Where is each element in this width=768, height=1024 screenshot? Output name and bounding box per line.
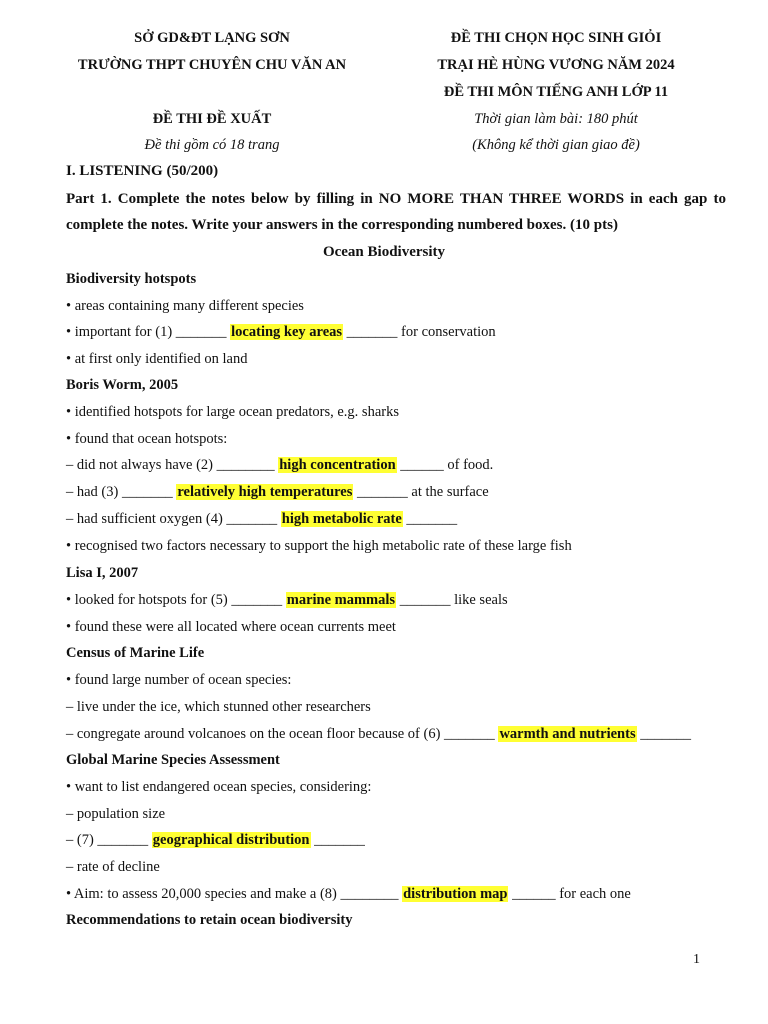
gap-prefix: • Aim: to assess 20,000 species and make a (8) ________ (66, 886, 403, 902)
gap-line-4 (66, 511, 457, 528)
heading-lisa: Lisa I, 2007 (66, 565, 139, 581)
answer-3: relatively high temperatures (177, 484, 353, 500)
gap-prefix: – had (3) _______ (66, 484, 177, 500)
gap-suffix: _______ (402, 511, 458, 527)
note-line: • at first only identified on land (66, 351, 248, 367)
page-number: 1 (693, 952, 700, 967)
gap-line-1 (66, 324, 496, 341)
notes-title: Ocean Biodiversity (322, 244, 446, 260)
answer-2: high concentration (279, 457, 396, 473)
heading-global-assessment: Global Marine Species Assessment (66, 752, 280, 768)
note-line: • want to list endangered ocean species, considering: (66, 779, 372, 795)
heading-boris-worm: Boris Worm, 2005 (66, 377, 179, 393)
note-line: • found these were all located where ocean currents meet (66, 619, 396, 635)
department-name: SỞ GD&ĐT LẠNG SƠN (134, 30, 290, 46)
part1-instructions: Part 1. Complete the notes below by filling in NO MORE THAN THREE WORDS in each gap to complete the notes. Write your answers in the corresponding numbered boxes. (10 pts) (66, 191, 726, 233)
note-line: • recognised two factors necessary to support the high metabolic rate of these large fish (66, 538, 572, 554)
time-note: (Không kể thời gian giao đề) (472, 137, 640, 153)
gap-prefix: – did not always have (2) ________ (66, 457, 279, 473)
gap-suffix: _______ at the surface (353, 484, 489, 500)
section-title: I. LISTENING (50/200) (66, 163, 219, 179)
gap-suffix: ______ for each one (508, 886, 631, 902)
gap-line-3 (66, 484, 489, 501)
answer-4: high metabolic rate (281, 511, 402, 527)
heading-recommendations: Recommendations to retain ocean biodiversity (66, 912, 353, 928)
camp-name: TRẠI HÈ HÙNG VƯƠNG NĂM 2024 (437, 57, 675, 73)
time-allowed: Thời gian làm bài: 180 phút (474, 111, 638, 127)
gap-line-2 (66, 457, 493, 474)
gap-line-8 (66, 886, 631, 903)
subject-title: ĐỀ THI MÔN TIẾNG ANH LỚP 11 (443, 84, 669, 100)
gap-suffix: _______ (636, 726, 691, 742)
answer-7: geographical distribution (152, 832, 310, 848)
heading-census: Census of Marine Life (66, 645, 205, 661)
exam-type: ĐỀ THI ĐỀ XUẤT (152, 111, 272, 127)
gap-prefix: – (7) _______ (66, 832, 152, 848)
school-name: TRƯỜNG THPT CHUYÊN CHU VĂN AN (77, 57, 347, 73)
gap-suffix: _______ (310, 832, 365, 848)
gap-prefix: • important for (1) _______ (66, 324, 231, 340)
note-line: • areas containing many different species (66, 298, 304, 314)
gap-line-7 (66, 832, 365, 849)
note-line: • found that ocean hotspots: (66, 431, 228, 447)
exam-title: ĐỀ THI CHỌN HỌC SINH GIỎI (450, 30, 662, 46)
gap-line-6 (66, 726, 691, 743)
note-line: • identified hotspots for large ocean predators, e.g. sharks (66, 404, 399, 420)
heading-biodiversity-hotspots: Biodiversity hotspots (66, 271, 197, 287)
gap-prefix: – had sufficient oxygen (4) _______ (66, 511, 281, 527)
page-count-note: Đề thi gồm có 18 trang (144, 137, 280, 153)
gap-line-5 (66, 592, 508, 609)
gap-suffix: _______ for conservation (343, 324, 496, 340)
note-line: • found large number of ocean species: (66, 672, 292, 688)
gap-prefix: – congregate around volcanoes on the ocean floor because of (6) _______ (66, 726, 499, 742)
answer-6: warmth and nutrients (499, 726, 636, 742)
gap-suffix: ______ of food. (396, 457, 494, 473)
answer-5: marine mammals (286, 592, 396, 608)
note-line: – rate of decline (66, 859, 160, 875)
answer-1: locating key areas (231, 324, 343, 340)
note-line: – live under the ice, which stunned other researchers (66, 699, 371, 715)
answer-8: distribution map (403, 886, 508, 902)
note-line: – population size (66, 806, 166, 822)
gap-suffix: _______ like seals (396, 592, 508, 608)
gap-prefix: • looked for hotspots for (5) _______ (66, 592, 286, 608)
